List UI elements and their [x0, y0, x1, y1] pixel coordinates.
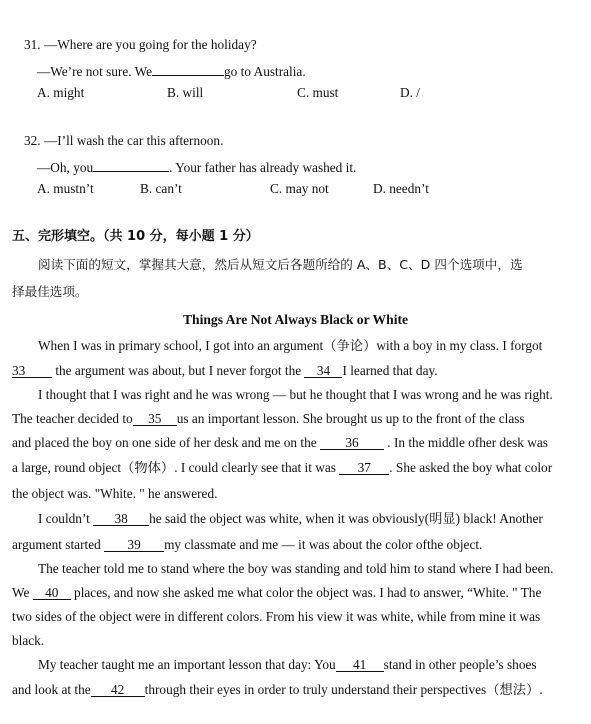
passage-line-11a: We — [12, 585, 30, 600]
passage-line-10: The teacher told me to stand where the boy was standing and told him to stand where I had been. — [38, 561, 554, 576]
passage-line-12: two sides of the object were in different colors. From his view it was white, while from mine it was — [12, 609, 541, 624]
blank-38[interactable]: 38 — [93, 510, 149, 526]
passage-line-8a: I couldn’t — [38, 511, 90, 526]
blank-34[interactable]: 34 — [304, 362, 342, 378]
q32-stem: 32. —I’ll wash the car this afternoon. — [24, 133, 224, 148]
q31-reply-post: go to Australia. — [224, 64, 306, 79]
q31-option-a[interactable]: A. might — [37, 85, 85, 100]
passage-line-14a: My teacher taught me an important lesson that day: You — [38, 657, 336, 672]
passage-line-11 — [12, 584, 541, 602]
q32-option-c[interactable]: C. may not — [270, 181, 329, 196]
q32-option-a[interactable]: A. mustn’t — [37, 181, 94, 196]
q31-option-d[interactable]: D. / — [400, 85, 420, 100]
blank-36[interactable]: 36 — [320, 434, 384, 450]
passage-title: Things Are Not Always Black or White — [182, 312, 409, 327]
passage-line-9b: my classmate and me — it was about the color ofthe object. — [164, 537, 483, 552]
passage-line-9 — [12, 536, 482, 554]
q32-reply-pre: —Oh, you — [37, 160, 94, 175]
q31-reply — [37, 60, 306, 81]
passage-line-6 — [12, 459, 552, 477]
passage-line-5a: and placed the boy on one side of her desk and me on the — [12, 435, 317, 450]
q32-reply — [37, 156, 356, 177]
blank-41[interactable]: 41 — [336, 656, 384, 672]
blank-40[interactable]: 40 — [33, 584, 71, 600]
passage-line-2 — [12, 362, 438, 380]
blank-42[interactable]: 42 — [91, 681, 145, 697]
passage-line-13: black. — [12, 633, 45, 648]
passage-line-14 — [38, 656, 537, 674]
passage-line-7: the object was. "White. " he answered. — [12, 486, 218, 501]
passage-line-14b: stand in other people’s shoes — [383, 657, 537, 672]
passage-line-15 — [12, 681, 543, 699]
q32-option-d[interactable]: D. needn’t — [373, 181, 429, 196]
passage-line-2b: I learned that day. — [342, 363, 438, 378]
passage-line-4a: The teacher decided to — [12, 411, 133, 426]
passage-line-5 — [12, 434, 548, 452]
q31-option-b[interactable]: B. will — [167, 85, 204, 100]
passage-line-2a: the argument was about, but I never forgot the — [55, 363, 302, 378]
passage-line-15a: and look at the — [12, 682, 91, 697]
section-instructions-line2: 择最佳选项。 — [12, 284, 88, 299]
passage-line-4 — [12, 410, 525, 428]
passage-line-6b: . She asked the boy what color — [389, 460, 553, 475]
section-heading: 五、完形填空。（共 10 分，每小题 1 分） — [12, 229, 259, 244]
q31-reply-pre: —We’re not sure. We — [37, 64, 153, 79]
q31-blank[interactable] — [152, 60, 224, 76]
q32-blank[interactable] — [93, 156, 169, 172]
passage-line-15b: through their eyes in order to truly understand their perspectives（想法）. — [144, 682, 543, 697]
q32-reply-post: . Your father has already washed it. — [169, 160, 357, 175]
blank-33[interactable]: 33 — [12, 362, 52, 378]
blank-37[interactable]: 37 — [339, 459, 389, 475]
passage-line-5b: . In the middle ofher desk was — [387, 435, 548, 450]
section-instructions-line1: 阅读下面的短文，掌握其大意，然后从短文后各题所给的 A、B、C、D 四个选项中，选 — [38, 257, 523, 272]
blank-39[interactable]: 39 — [104, 536, 164, 552]
passage-line-3: I thought that I was right and he was wrong — but he thought that I was wrong and he was right. — [38, 387, 553, 402]
passage-line-11b: places, and now she asked me what color the object was. I had to answer, “White. " The — [74, 585, 542, 600]
q31-stem: 31. —Where are you going for the holiday? — [24, 37, 257, 52]
passage-line-9a: argument started — [12, 537, 101, 552]
passage-line-6a: a large, round object（物体）. I could clearly see that it was — [12, 460, 336, 475]
blank-35[interactable]: 35 — [133, 410, 177, 426]
q31-option-c[interactable]: C. must — [297, 85, 339, 100]
passage-line-8b: he said the object was white, when it was obviously(明显) black! Another — [149, 511, 543, 526]
passage-line-8 — [38, 510, 543, 528]
passage-line-4b: us an important lesson. She brought us up to the front of the class — [176, 411, 525, 426]
q32-option-b[interactable]: B. can’t — [140, 181, 182, 196]
passage-line-1: When I was in primary school, I got into an argument（争论）with a boy in my class. I forgot — [38, 338, 543, 353]
